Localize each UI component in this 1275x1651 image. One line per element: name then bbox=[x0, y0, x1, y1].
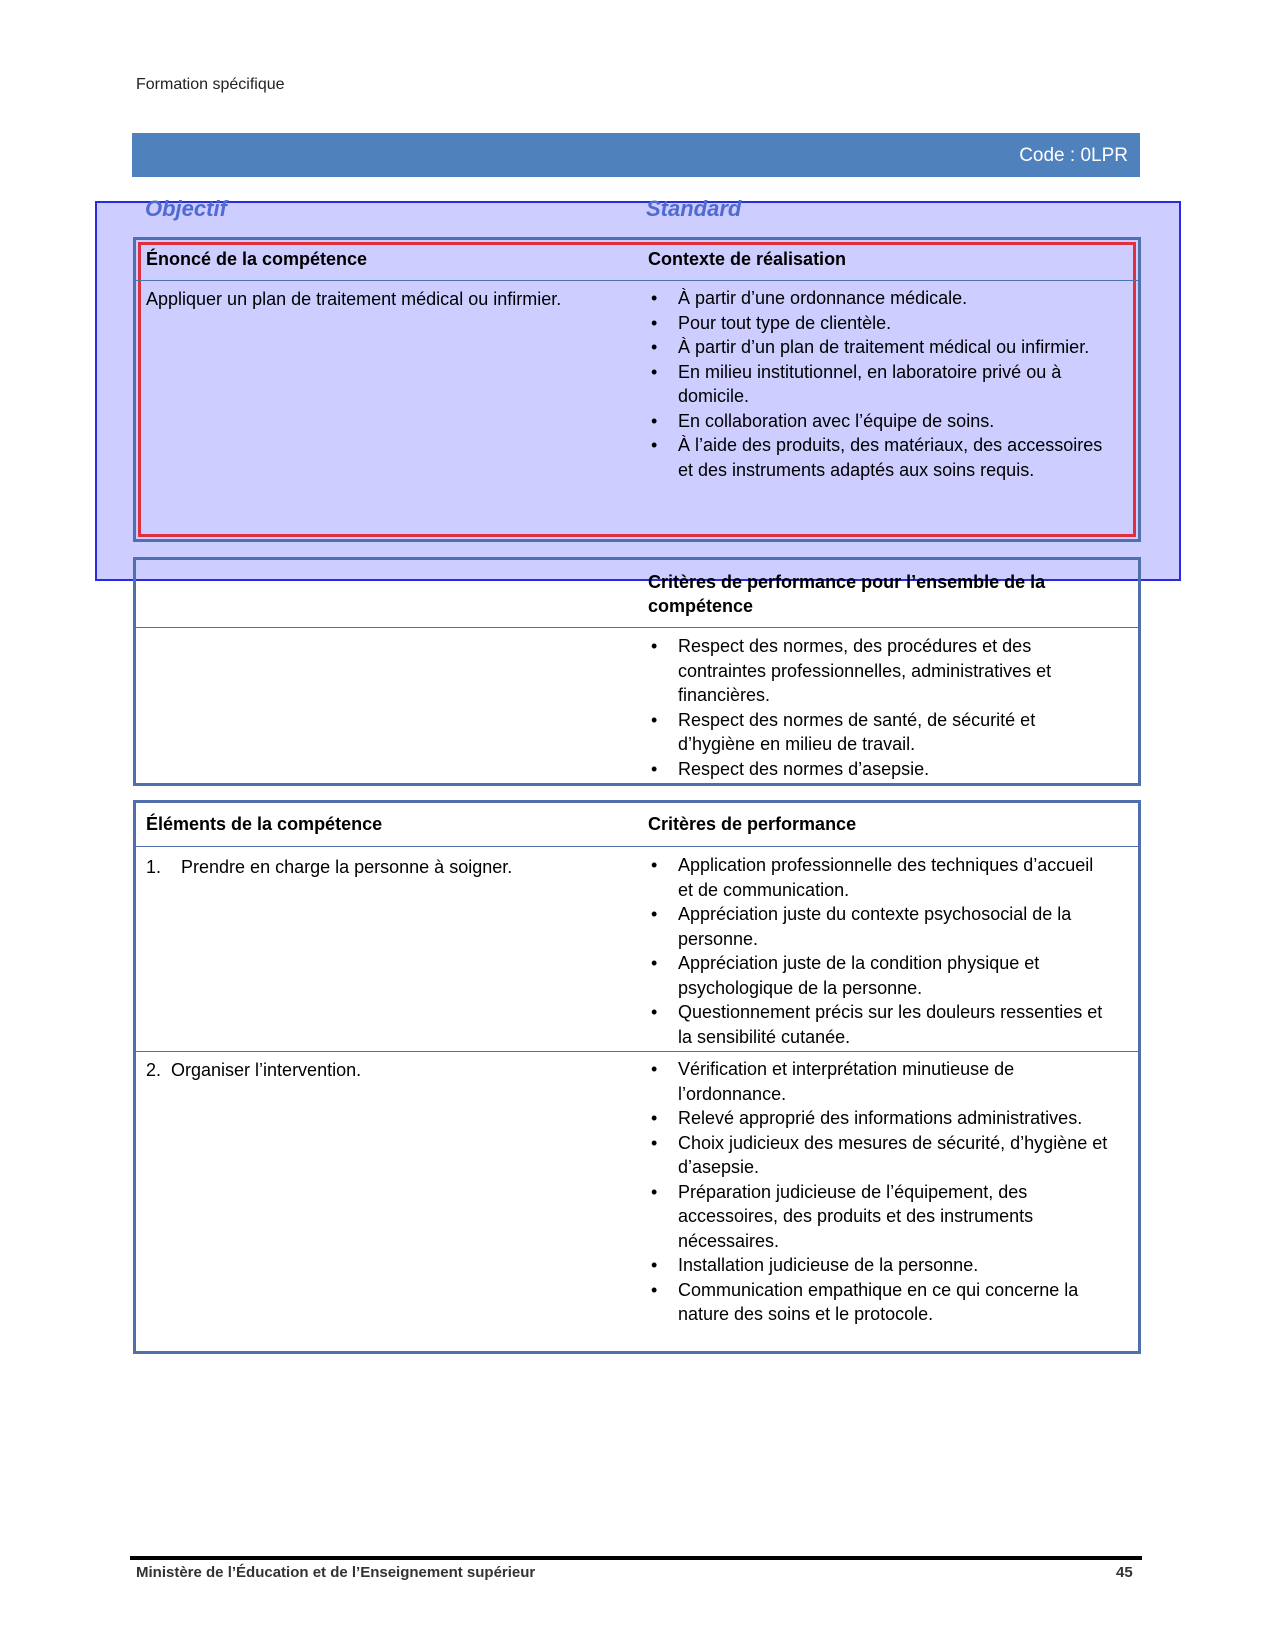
list-item: • Préparation judicieuse de l’équipement, des accessoires, des produits et des instruments nécessaires. bbox=[648, 1180, 1108, 1254]
competency-table bbox=[133, 237, 1141, 542]
element-label: 2. Organiser l’intervention. bbox=[146, 1060, 362, 1080]
competency-row bbox=[136, 281, 1138, 536]
overall-criteria-header bbox=[136, 560, 1138, 628]
competency-statement: Appliquer un plan de traitement médical ou infirmier. bbox=[146, 289, 562, 309]
list-item: • Application professionnelle des techniques d’accueil et de communication. bbox=[648, 853, 1108, 902]
page-number: 45 bbox=[1116, 1564, 1133, 1581]
list-item: • En collaboration avec l’équipe de soins. bbox=[648, 409, 1108, 434]
list-item: • Communication empathique en ce qui concerne la nature des soins et le protocole. bbox=[648, 1278, 1108, 1327]
statement-header: Énoncé de la compétence bbox=[146, 249, 368, 269]
element-row bbox=[136, 847, 1138, 1051]
competency-table-header bbox=[136, 240, 1138, 281]
objective-heading: Objectif bbox=[145, 196, 227, 221]
footer-rule bbox=[130, 1556, 1142, 1560]
list-item: • Respect des normes, des procédures et des contraintes professionnelles, administratives et financières. bbox=[648, 634, 1108, 708]
list-item: • Pour tout type de clientèle. bbox=[648, 311, 1108, 336]
list-item: • À partir d’un plan de traitement médical ou infirmier. bbox=[648, 335, 1108, 360]
performance-header: Critères de performance bbox=[648, 814, 857, 834]
element-criteria-list bbox=[648, 853, 1108, 1049]
list-item: • Relevé approprié des informations administratives. bbox=[648, 1106, 1108, 1131]
list-item: • À partir d’une ordonnance médicale. bbox=[648, 286, 1108, 311]
code-label: Code : 0LPR bbox=[1019, 145, 1128, 166]
list-item: • Respect des normes de santé, de sécurité et d’hygiène en milieu de travail. bbox=[648, 708, 1108, 757]
list-item: • Respect des normes d’asepsie. bbox=[648, 757, 1108, 782]
context-header: Contexte de réalisation bbox=[648, 249, 847, 269]
list-item: • Appréciation juste du contexte psychosocial de la personne. bbox=[648, 902, 1108, 951]
elements-table bbox=[133, 800, 1141, 1354]
footer-ministry: Ministère de l’Éducation et de l’Enseignement supérieur bbox=[136, 1564, 536, 1581]
context-list bbox=[648, 286, 1108, 482]
list-item: • Choix judicieux des mesures de sécurité, d’hygiène et d’asepsie. bbox=[648, 1131, 1108, 1180]
element-criteria-list bbox=[648, 1057, 1108, 1327]
overall-criteria-table bbox=[133, 557, 1141, 786]
element-label: 1. Prendre en charge la personne à soigner. bbox=[146, 857, 513, 877]
list-item: • Appréciation juste de la condition physique et psychologique de la personne. bbox=[648, 951, 1108, 1000]
list-item: • En milieu institutionnel, en laboratoire privé ou à domicile. bbox=[648, 360, 1108, 409]
overall-criteria-row bbox=[136, 628, 1138, 778]
overall-criteria-list bbox=[648, 634, 1108, 781]
running-head: Formation spécifique bbox=[136, 76, 285, 93]
code-bar bbox=[132, 133, 1140, 177]
element-row bbox=[136, 1051, 1138, 1351]
elements-table-header bbox=[136, 803, 1138, 847]
elements-header: Éléments de la compétence bbox=[146, 814, 383, 834]
standard-heading: Standard bbox=[646, 196, 742, 221]
list-item: • Installation judicieuse de la personne. bbox=[648, 1253, 1108, 1278]
list-item: • À l’aide des produits, des matériaux, des accessoires et des instruments adaptés aux soins requis. bbox=[648, 433, 1108, 482]
list-item: • Questionnement précis sur les douleurs ressenties et la sensibilité cutanée. bbox=[648, 1000, 1108, 1049]
overall-criteria-title: Critères de performance pour l’ensemble de la compétence bbox=[648, 572, 1046, 616]
list-item: • Vérification et interprétation minutieuse de l’ordonnance. bbox=[648, 1057, 1108, 1106]
